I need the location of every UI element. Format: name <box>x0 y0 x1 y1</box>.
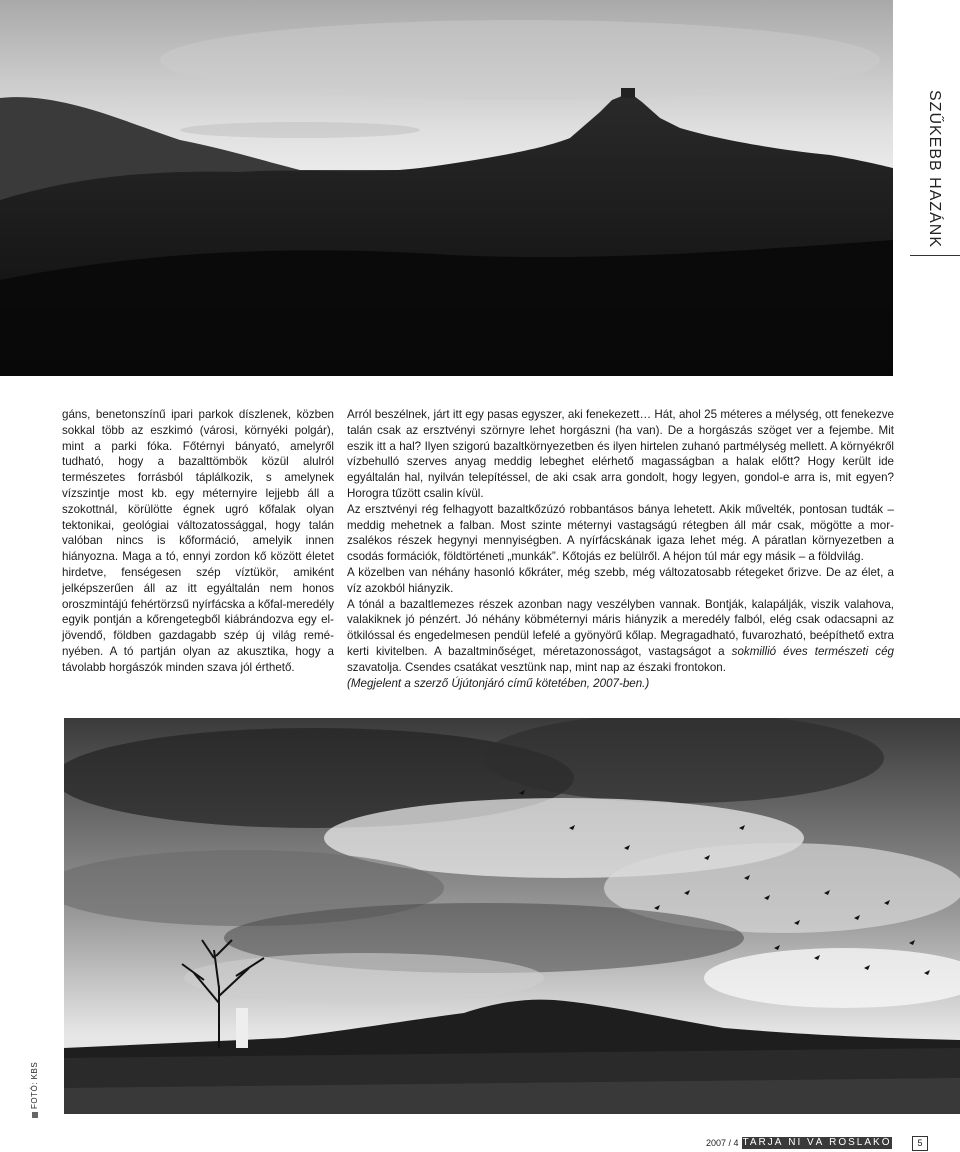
castle-hill-silhouette-icon <box>0 0 893 376</box>
right-paragraph-1: Arról beszélnek, járt itt egy pasas egyszer, aki fenekezett… Hát, ahol 25 méteres a mélység, ott fenekezve talán csak az ersztvényi szörnyre lehet horgászni (ha van). De a horgászás szöget ver a fejembe. Mit eszik itt a hal? Ilyen szigorú bazaltkörnyezetben és ilyen hirtelen zuhanó partmélység mellett. A környékről vízbehulló szerves anyag meddig lebeghet elérhető magasságban a halak előtt? Hogy került ide egyáltalán hal, nyilván telepítéssel, de aki csak arra gondolt, hogy legyen, gondol-e arra is, mit egyen? Horogra tűzött csalin kívül. <box>347 408 894 500</box>
left-text-column <box>62 407 334 676</box>
top-landscape-photo <box>0 0 893 376</box>
right-paragraph-4 <box>347 597 894 676</box>
right-paragraph-2: Az ersztvényi rég felhagyott bazaltkőzúzó robbantásos bánya lehetett. Akik művelték, pontosan tudták – meddig mehetnek a falban. Most szinte méternyi vastagságú rétegben áll már csak, mögötte a morzsalékos részek hegynyi mennyiségben. A nyírfácskának igaza lehet még. A páratlan környezetben a csodás formációk, földtörténeti „munkák”. Kőtojás ez belülről. A héjon túl már egy másik – a földvilág. <box>347 502 894 564</box>
right-paragraph-4-emphasis: sokmillió éves természeti cég <box>731 644 894 658</box>
right-paragraph-3: A közelben van néhány hasonló kőkráter, még szebb, még változatosabb rétegeket őrizve. De az élet, a víz azokból hiányzik. <box>347 565 894 595</box>
right-paragraph-4b: szavatolja. Csendes csatákat vesztünk nap, mint nap az északi frontokon. <box>347 660 726 674</box>
page-number: 5 <box>912 1136 928 1151</box>
section-label: SZŰKEBB HAZÁNK <box>926 90 943 249</box>
section-tag <box>897 0 960 376</box>
credit-square-icon <box>32 1112 38 1118</box>
right-text-column <box>347 407 894 691</box>
right-paragraph-4a: A tónál a bazaltlemezes részek azonban nagy veszélyben vannak. Bontják, kalapálják, viszik valahova, valakiknek jó pénzért. Jó néhány köbméternyi máris hiányzik a meredély falból, elég csak odacsapni az ötkilóssal és engedelmesen pendül lefelé a gyönyörű kőlap. Megragadható, fuvarozható, beépíthető extra kerti kivitelben. A bazaltminőséget, méretazonosságot, vastagságot a <box>347 597 894 658</box>
photo-credit <box>30 1062 39 1118</box>
section-divider <box>910 255 960 256</box>
bottom-landscape-photo <box>64 718 960 1114</box>
tree-birds-landscape-icon <box>64 718 960 1114</box>
photo-credit-label: FOTÓ: KBS <box>30 1061 39 1109</box>
issue-number: 2007 / 4 <box>706 1138 739 1148</box>
magazine-title: TARJÁ NI VÁ ROSLAKÓ <box>742 1137 892 1148</box>
left-paragraph: gáns, benetonszínű ipari parkok díszlenek, közben sokkal több az eszkimó (városi, környéki polgár), mint a parki fóka. Főtérnyi bányató, amelyről tudható, hogy a bazalttömbök közül alulról természetes forrásból táplálkozik, s amelynek vízszintje most kb. egy méternyire lejjebb áll a szokottnál, körülötte égnek ugró kőfalak olyan tektonikai, geológiai változatossággal, hogy talán valóban nincs is kőformáció, amelyik innen hiányozna. Maga a tó, ennyi zordon kő között életet hirdetve, fenségesen szép víztükör, amiként jelképszerűen áll az itt egyáltalán nem honos oroszmintájú fehértörzsű nyírfácska a kőfal-meredély egyik pontján a kőrengetegből kiábrándozva egy eljövendő, földben gazdagabb szép új világ reményében. A tó partján olyan az akusztika, hogy a távolabb horgászók minden szava jól érthető. <box>62 408 334 674</box>
publication-note: (Megjelent a szerző Újútonjáró című kötetében, 2007-ben.) <box>347 676 650 690</box>
